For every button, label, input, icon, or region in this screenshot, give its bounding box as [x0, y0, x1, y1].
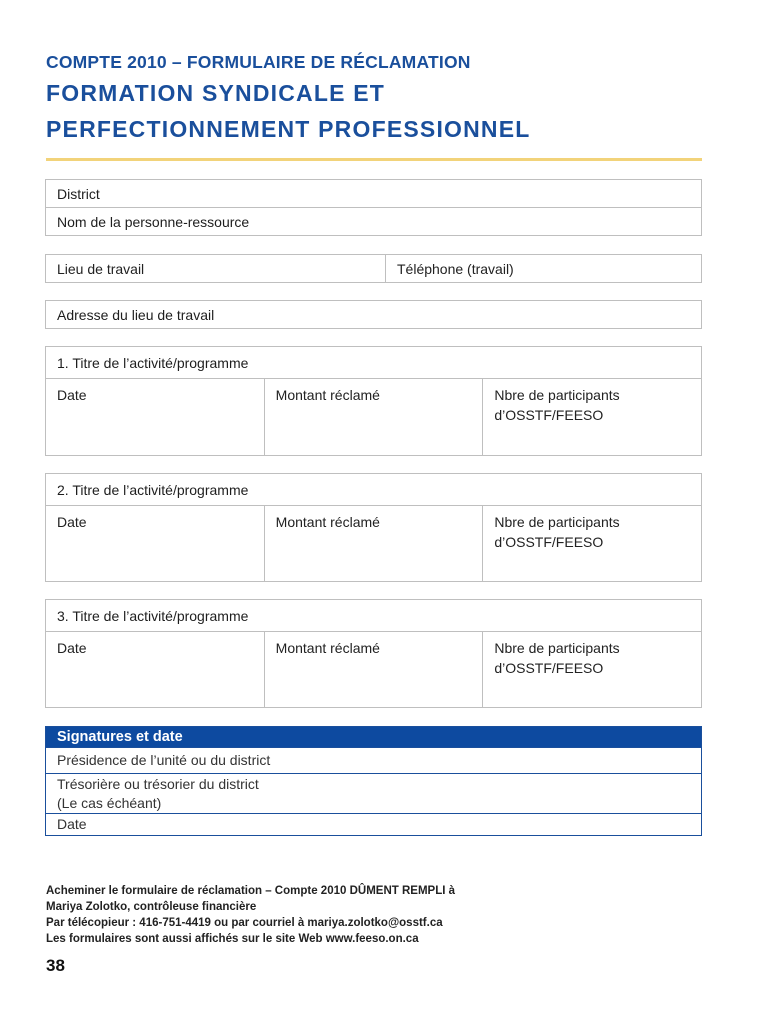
- activity-3-date-field[interactable]: [46, 632, 265, 707]
- activity-3-title-field[interactable]: [46, 600, 701, 632]
- district-field[interactable]: [46, 180, 701, 208]
- activity-1-amount-field[interactable]: [265, 379, 484, 455]
- contact-name-label: Nom de la personne-ressource: [57, 214, 250, 230]
- work-phone-field[interactable]: [386, 255, 701, 282]
- contact-box: [45, 179, 702, 236]
- participants-label-line2: d’OSSTF/FEESO: [494, 534, 604, 550]
- contact-name-field[interactable]: [46, 208, 701, 236]
- page-number: 38: [46, 956, 65, 975]
- activity-3-participants-field[interactable]: [483, 632, 701, 707]
- form-title-line2: PERFECTIONNEMENT PROFESSIONNEL: [46, 116, 531, 142]
- workplace-address-field[interactable]: [46, 301, 701, 328]
- instruction-line: Par télécopieur : 416-751-4419 ou par courriel à mariya.zolotko@osstf.ca: [46, 917, 443, 929]
- work-phone-label: Téléphone (travail): [397, 260, 514, 277]
- activity-title-label: 1. Titre de l’activité/programme: [57, 354, 249, 371]
- amount-label: Montant réclamé: [275, 640, 380, 656]
- participants-label: Nbre de participants: [494, 640, 620, 656]
- treasurer-label: Trésorière ou trésorier du district: [57, 776, 259, 792]
- signatures-heading: Signatures et date: [46, 727, 701, 747]
- instruction-line: Mariya Zolotko, contrôleuse financière: [46, 901, 257, 913]
- activity-1-title-field[interactable]: [46, 347, 701, 379]
- signature-date-label: Date: [57, 816, 87, 832]
- activity-title-label: 2. Titre de l’activité/programme: [57, 481, 249, 498]
- instruction-line: Acheminer le formulaire de réclamation – Compte 2010 DÛMENT REMPLI à: [46, 885, 456, 897]
- title-divider: [46, 158, 702, 161]
- date-label: Date: [57, 387, 87, 403]
- activity-3-amount-field[interactable]: [265, 632, 484, 707]
- activity-title-label: 3. Titre de l’activité/programme: [57, 607, 249, 624]
- activity-3-box: [45, 599, 702, 708]
- signature-date-field[interactable]: [46, 813, 701, 835]
- submission-instructions: [46, 883, 455, 947]
- activity-2-amount-field[interactable]: [265, 506, 484, 581]
- activity-1-box: [45, 346, 702, 456]
- date-label: Date: [57, 640, 87, 656]
- president-signature-field[interactable]: [46, 747, 701, 773]
- form-title-line1: FORMATION SYNDICALE ET: [46, 80, 386, 106]
- form-subtitle: COMPTE 2010 – FORMULAIRE DE RÉCLAMATION: [46, 52, 471, 72]
- activity-2-date-field[interactable]: [46, 506, 265, 581]
- participants-label-line2: d’OSSTF/FEESO: [494, 660, 604, 676]
- date-label: Date: [57, 514, 87, 530]
- workplace-box: [45, 254, 702, 283]
- amount-label: Montant réclamé: [275, 514, 380, 530]
- amount-label: Montant réclamé: [275, 387, 380, 403]
- instruction-line: Les formulaires sont aussi affichés sur le site Web www.feeso.on.ca: [46, 933, 419, 945]
- participants-label: Nbre de participants: [494, 514, 620, 530]
- signatures-box: [45, 726, 702, 836]
- activity-2-participants-field[interactable]: [483, 506, 701, 581]
- president-label: Présidence de l’unité ou du district: [57, 752, 271, 768]
- workplace-field[interactable]: [46, 255, 386, 282]
- address-box: [45, 300, 702, 329]
- activity-2-title-field[interactable]: [46, 474, 701, 506]
- activity-1-date-field[interactable]: [46, 379, 265, 455]
- workplace-label: Lieu de travail: [57, 260, 145, 277]
- participants-label: Nbre de participants: [494, 387, 620, 403]
- workplace-address-label: Adresse du lieu de travail: [57, 306, 215, 323]
- activity-1-participants-field[interactable]: [483, 379, 701, 455]
- district-label: District: [57, 185, 100, 202]
- participants-label-line2: d’OSSTF/FEESO: [494, 407, 604, 423]
- treasurer-signature-field[interactable]: [46, 773, 701, 813]
- activity-2-box: [45, 473, 702, 582]
- treasurer-note: (Le cas échéant): [57, 795, 162, 811]
